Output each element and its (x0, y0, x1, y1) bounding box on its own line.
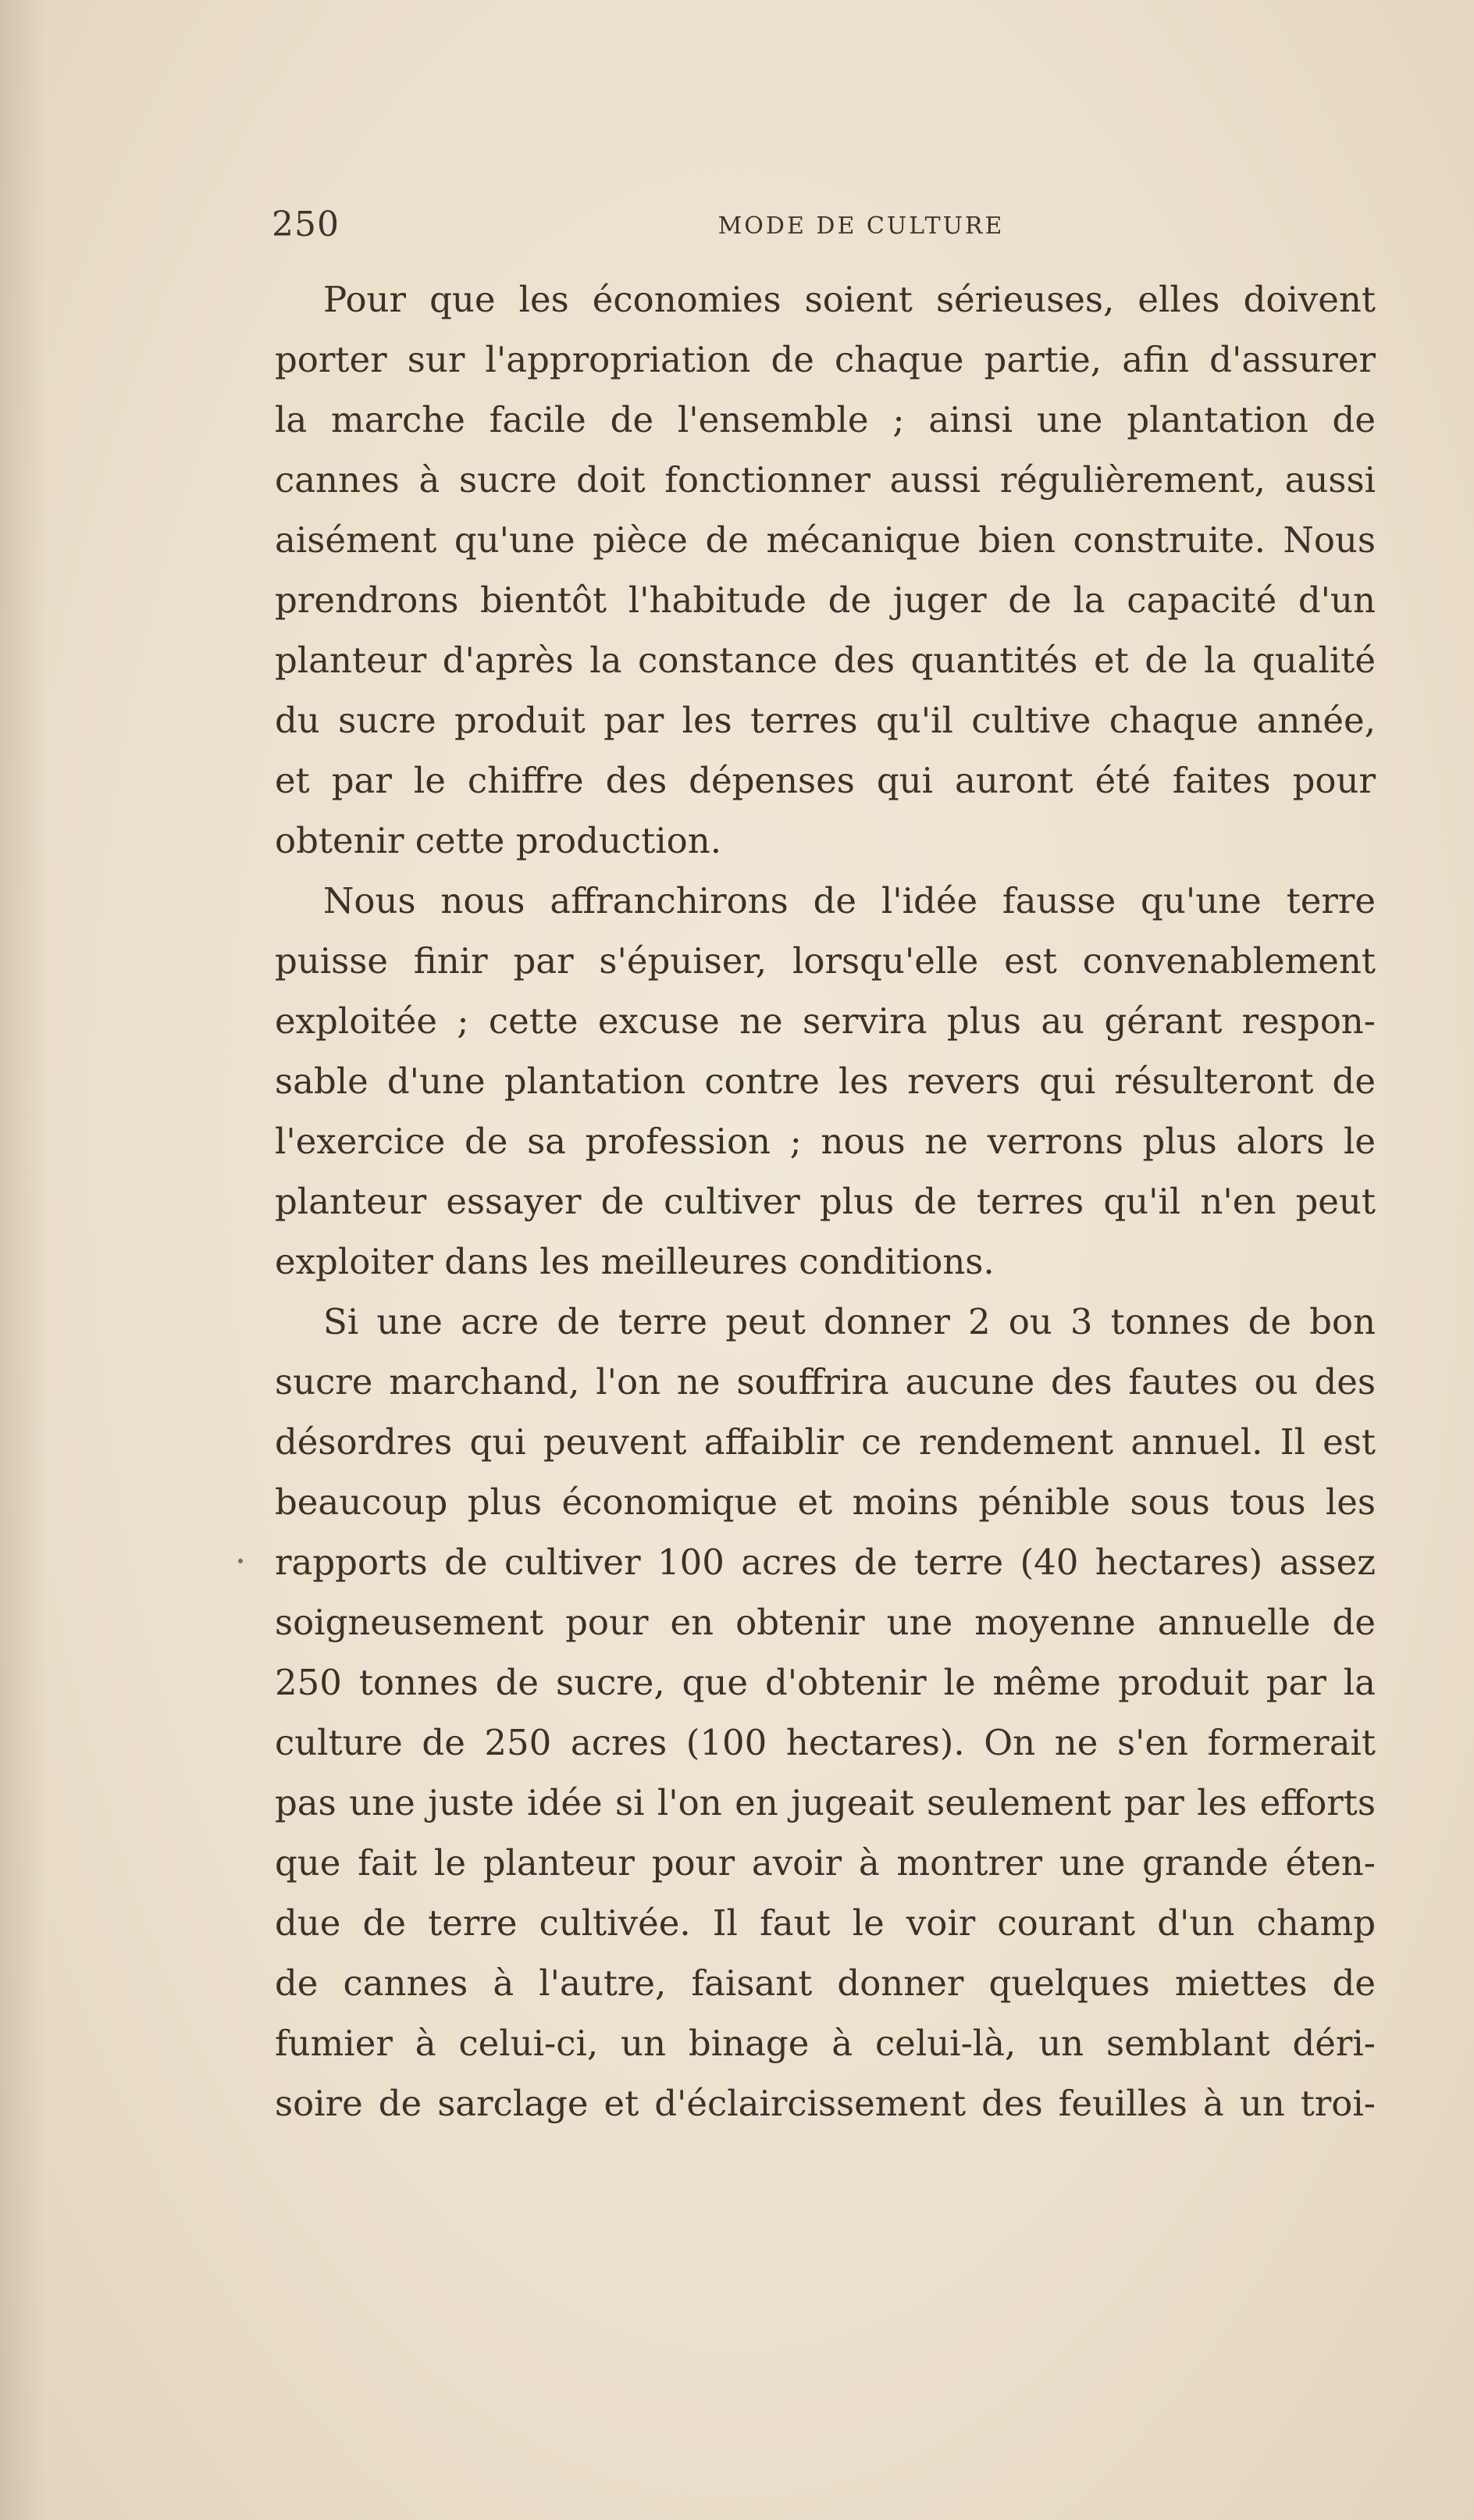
text-line: cannes à sucre doit fonctionner aussi régulièrement, aussi (275, 459, 1376, 501)
text-line: obtenir cette production. (275, 820, 721, 861)
text-line: pas une juste idée si l'on en jugeait seulement par les efforts (275, 1782, 1376, 1823)
paragraph-1 (275, 269, 1376, 871)
page-number: 250 (272, 205, 340, 244)
text-line: soigneusement pour en obtenir une moyenne annuelle de (275, 1602, 1376, 1643)
text-line: désordres qui peuvent affaiblir ce rendement annuel. Il est (275, 1421, 1376, 1463)
margin-speck (238, 1559, 243, 1563)
text-line: que fait le planteur pour avoir à montrer une grande éten- (275, 1842, 1376, 1884)
text-line: rapports de cultiver 100 acres de terre (40 hectares) assez (275, 1542, 1376, 1583)
text-line: aisément qu'une pièce de mécanique bien construite. Nous (275, 519, 1376, 561)
running-head: MODE DE CULTURE (717, 212, 1005, 240)
paragraph-3 (275, 1292, 1376, 2133)
text-line: porter sur l'appropriation de chaque partie, afin d'assurer (275, 339, 1376, 380)
text-line: soire de sarclage et d'éclaircissement des feuilles à un troi- (275, 2083, 1376, 2124)
text-line: fumier à celui-ci, un binage à celui-là, un semblant déri- (275, 2023, 1376, 2064)
text-line: Nous nous affranchirons de l'idée fausse qu'une terre (323, 880, 1376, 921)
text-line: 250 tonnes de sucre, que d'obtenir le même produit par la (275, 1662, 1376, 1703)
text-line: de cannes à l'autre, faisant donner quelques miettes de (275, 1962, 1376, 2004)
gutter-shadow (0, 0, 47, 2520)
text-line: sucre marchand, l'on ne souffrira aucune des fautes ou des (275, 1361, 1376, 1403)
text-body (275, 269, 1376, 2133)
text-line: exploitée ; cette excuse ne servira plus au gérant respon- (275, 1000, 1376, 1042)
text-line: la marche facile de l'ensemble ; ainsi une plantation de (275, 399, 1376, 440)
text-line: culture de 250 acres (100 hectares). On ne s'en formerait (275, 1722, 1376, 1763)
text-line: planteur essayer de cultiver plus de terres qu'il n'en peut (275, 1181, 1376, 1222)
text-line: l'exercice de sa profession ; nous ne verrons plus alors le (275, 1121, 1376, 1162)
text-line: beaucoup plus économique et moins pénible sous tous les (275, 1481, 1376, 1523)
text-line: due de terre cultivée. Il faut le voir courant d'un champ (275, 1902, 1376, 1944)
text-line: exploiter dans les meilleures conditions. (275, 1241, 995, 1282)
text-line: Pour que les économies soient sérieuses, elles doivent (323, 279, 1376, 320)
text-line: Si une acre de terre peut donner 2 ou 3 tonnes de bon (323, 1301, 1376, 1342)
page-header (272, 205, 1357, 251)
text-line: prendrons bientôt l'habitude de juger de la capacité d'un (275, 579, 1376, 621)
text-line: planteur d'après la constance des quantités et de la qualité (275, 640, 1376, 681)
text-line: sable d'une plantation contre les revers qui résulteront de (275, 1060, 1376, 1102)
text-line: et par le chiffre des dépenses qui auront été faites pour (275, 760, 1376, 801)
paragraph-2 (275, 871, 1376, 1292)
text-line: puisse finir par s'épuiser, lorsqu'elle est convenablement (275, 940, 1376, 982)
text-line: du sucre produit par les terres qu'il cultive chaque année, (275, 700, 1376, 741)
